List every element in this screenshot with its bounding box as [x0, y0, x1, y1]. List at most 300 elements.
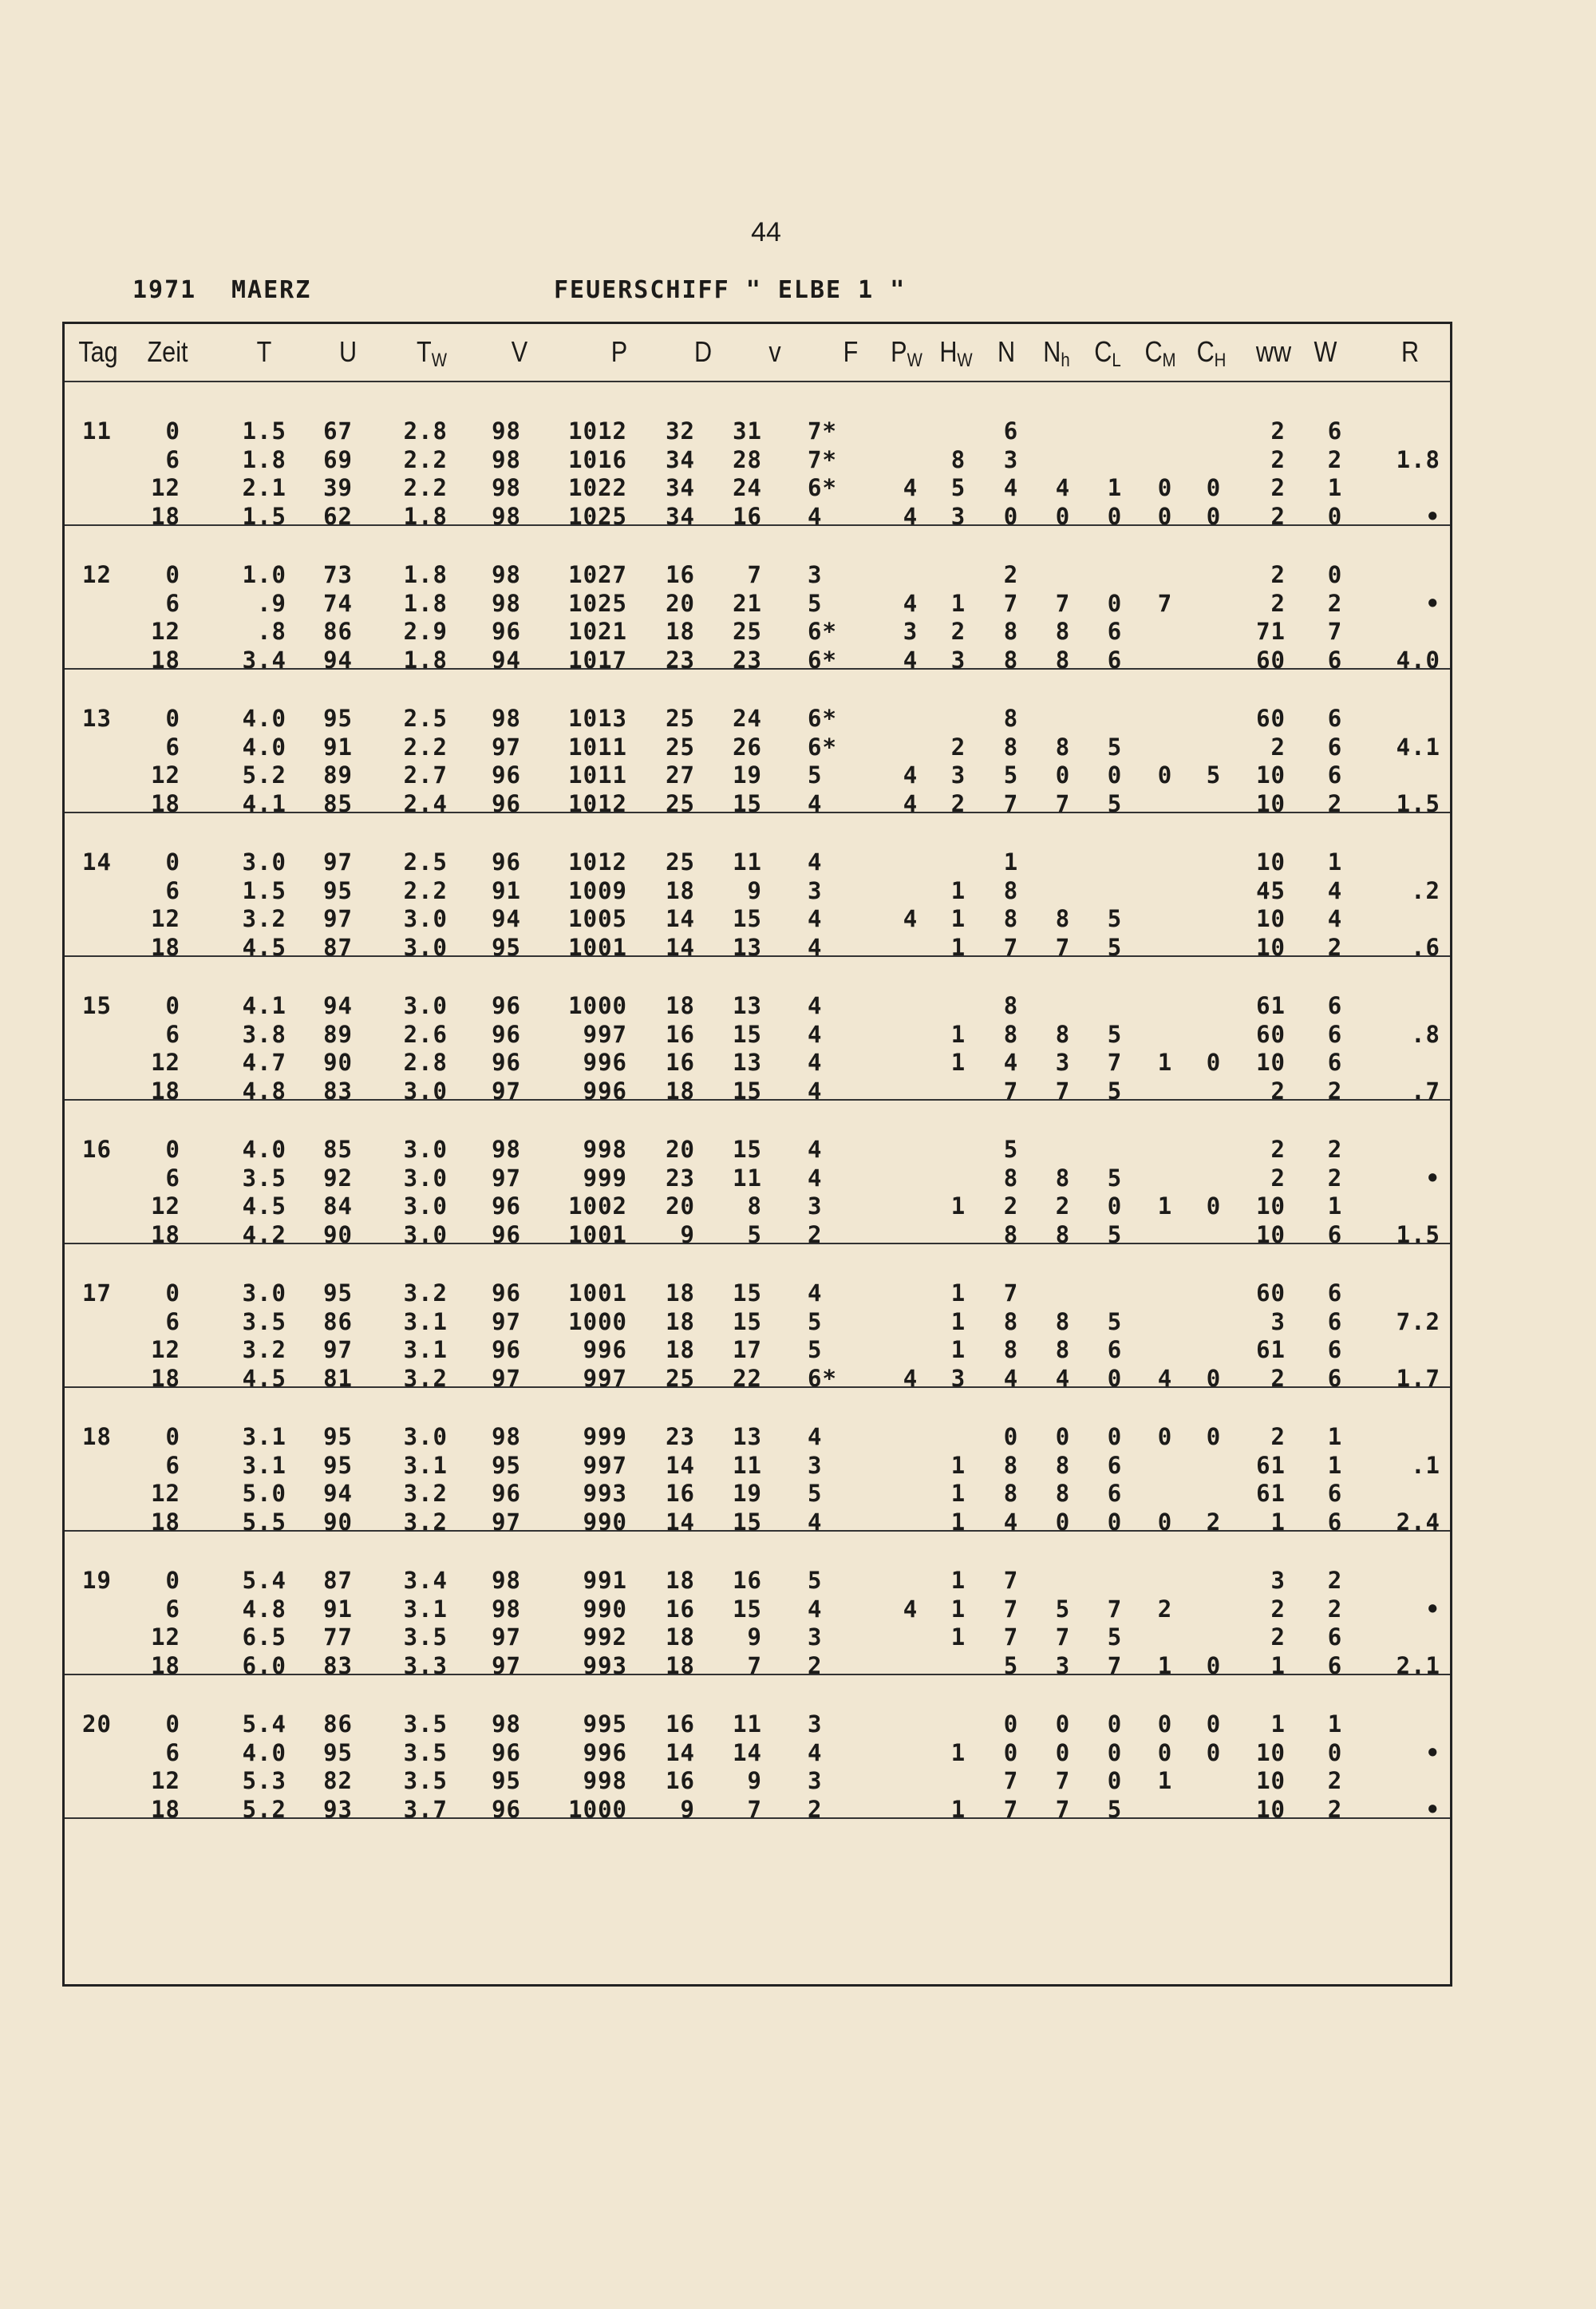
cell-visibility: 97 — [492, 1651, 521, 1679]
cell-swell-period: 4 — [903, 502, 918, 530]
cell-cloud-cover: 6 — [1003, 417, 1019, 445]
cell-cloud-cover: 2 — [1003, 1192, 1019, 1220]
table-row — [65, 1279, 1450, 1308]
cell-wind-force: 6* — [808, 733, 837, 761]
cell-wind-force: 6* — [808, 646, 837, 674]
cell-air-temp: 4.1 — [242, 789, 286, 817]
cell-wind-dir: 18 — [666, 876, 695, 904]
cell-air-temp: 4.0 — [242, 1136, 286, 1163]
cell-wind-speed: 13 — [733, 933, 762, 961]
cell-pressure: 999 — [583, 1423, 627, 1450]
cell-pressure: 993 — [583, 1651, 627, 1679]
cell-low-cloud-amount: 0 — [1055, 1738, 1071, 1766]
column-header-subscript: h — [1061, 350, 1070, 371]
cell-wind-dir: 25 — [666, 789, 695, 817]
cell-zeit: 18 — [151, 1364, 180, 1392]
cell-cloud-low: 5 — [1107, 1220, 1123, 1248]
cell-wind-dir: 9 — [680, 1795, 695, 1823]
cell-cloud-cover: 8 — [1003, 618, 1019, 645]
cell-cloud-cover: 5 — [1003, 761, 1019, 789]
cell-present-weather: 10 — [1256, 1192, 1286, 1220]
cell-cloud-low: 5 — [1107, 1164, 1123, 1192]
cell-low-cloud-amount: 3 — [1055, 1049, 1071, 1076]
cell-cloud-cover: 5 — [1003, 1651, 1019, 1679]
cell-swell-height: 1 — [950, 1623, 966, 1651]
cell-air-temp: 3.2 — [242, 905, 286, 932]
cell-water-temp: 3.5 — [403, 1738, 448, 1766]
cell-present-weather: 2 — [1270, 445, 1286, 473]
cell-cloud-low: 0 — [1107, 589, 1123, 617]
cell-air-temp: 4.8 — [242, 1595, 286, 1623]
cell-past-weather: 4 — [1327, 876, 1343, 904]
cell-pressure: 1017 — [568, 646, 627, 674]
cell-cloud-cover: 8 — [1003, 1307, 1019, 1335]
cell-swell-height: 1 — [950, 1192, 966, 1220]
cell-past-weather: 2 — [1327, 933, 1343, 961]
cell-low-cloud-amount: 0 — [1055, 761, 1071, 789]
cell-visibility: 96 — [492, 1220, 521, 1248]
cell-water-temp: 2.2 — [403, 474, 448, 501]
cell-wind-force: 3 — [808, 876, 823, 904]
cell-zeit: 0 — [165, 1710, 180, 1738]
cell-air-temp: 5.3 — [242, 1767, 286, 1794]
cell-air-temp: 3.5 — [242, 1307, 286, 1335]
day-number: 12 — [82, 561, 112, 588]
cell-air-temp: 3.1 — [242, 1423, 286, 1450]
cell-swell-height: 1 — [950, 876, 966, 904]
cell-wind-force: 4 — [808, 905, 823, 932]
cell-wind-dir: 18 — [666, 1307, 695, 1335]
cell-zeit: 12 — [151, 1623, 180, 1651]
cell-humidity: 83 — [323, 1651, 353, 1679]
column-header-p — [575, 335, 664, 369]
cell-precipitation: .6 — [1411, 933, 1440, 961]
cell-cloud-mid: 1 — [1157, 1651, 1173, 1679]
cell-humidity: 86 — [323, 1710, 353, 1738]
cell-low-cloud-amount: 8 — [1055, 1164, 1071, 1192]
cell-cloud-high: 0 — [1206, 1364, 1222, 1392]
column-header-v — [745, 335, 806, 369]
cell-cloud-cover: 7 — [1003, 1623, 1019, 1651]
cell-present-weather: 2 — [1270, 502, 1286, 530]
cell-precipitation: • — [1425, 1738, 1440, 1766]
cell-wind-dir: 14 — [666, 1738, 695, 1766]
cell-cloud-cover: 7 — [1003, 1767, 1019, 1794]
cell-cloud-cover: 7 — [1003, 1795, 1019, 1823]
cell-cloud-cover: 4 — [1003, 1049, 1019, 1076]
cell-cloud-high: 5 — [1206, 761, 1222, 789]
cell-cloud-high: 0 — [1206, 1710, 1222, 1738]
cell-visibility: 97 — [492, 733, 521, 761]
cell-humidity: 91 — [323, 733, 353, 761]
cell-wind-speed: 7 — [747, 561, 762, 588]
cell-low-cloud-amount: 7 — [1055, 1623, 1071, 1651]
cell-cloud-cover: 7 — [1003, 1595, 1019, 1623]
cell-zeit: 6 — [165, 1164, 180, 1192]
cell-precipitation: 1.8 — [1396, 445, 1440, 473]
cell-wind-speed: 24 — [733, 474, 762, 501]
column-header-subscript: W — [907, 350, 922, 371]
cell-visibility: 98 — [492, 1710, 521, 1738]
cell-pressure: 997 — [583, 1451, 627, 1479]
cell-pressure: 998 — [583, 1136, 627, 1163]
cell-swell-period: 3 — [903, 618, 918, 645]
day-block — [65, 381, 1450, 530]
cell-wind-dir: 20 — [666, 1192, 695, 1220]
cell-wind-speed: 15 — [733, 1307, 762, 1335]
cell-zeit: 12 — [151, 1767, 180, 1794]
table-row — [65, 474, 1450, 503]
day-number: 13 — [82, 705, 112, 732]
table-row — [65, 1336, 1450, 1365]
cell-precipitation: • — [1425, 1164, 1440, 1192]
cell-air-temp: 3.4 — [242, 646, 286, 674]
cell-cloud-low: 0 — [1107, 1192, 1123, 1220]
cell-cloud-cover: 0 — [1003, 1710, 1019, 1738]
table-row — [65, 1308, 1450, 1337]
cell-pressure: 1002 — [568, 1192, 627, 1220]
cell-water-temp: 3.0 — [403, 905, 448, 932]
day-block — [65, 812, 1450, 961]
cell-present-weather: 2 — [1270, 1595, 1286, 1623]
cell-present-weather: 2 — [1270, 1164, 1286, 1192]
cell-swell-height: 1 — [950, 933, 966, 961]
cell-wind-force: 4 — [808, 1738, 823, 1766]
cell-water-temp: 3.0 — [403, 1423, 448, 1450]
cell-precipitation: • — [1425, 502, 1440, 530]
cell-humidity: 97 — [323, 848, 353, 876]
cell-cloud-mid: 2 — [1157, 1595, 1173, 1623]
cell-visibility: 98 — [492, 1136, 521, 1163]
day-block — [65, 1243, 1450, 1392]
cell-cloud-cover: 8 — [1003, 1220, 1019, 1248]
cell-water-temp: 2.4 — [403, 789, 448, 817]
cell-pressure: 997 — [583, 1020, 627, 1048]
cell-present-weather: 10 — [1256, 1767, 1286, 1794]
cell-pressure: 997 — [583, 1364, 627, 1392]
cell-pressure: 1021 — [568, 618, 627, 645]
cell-humidity: 93 — [323, 1795, 353, 1823]
cell-air-temp: 4.2 — [242, 1220, 286, 1248]
cell-wind-dir: 9 — [680, 1220, 695, 1248]
cell-wind-speed: 28 — [733, 445, 762, 473]
table-row — [65, 1767, 1450, 1796]
cell-pressure: 996 — [583, 1336, 627, 1363]
cell-humidity: 95 — [323, 1423, 353, 1450]
cell-past-weather: 2 — [1327, 589, 1343, 617]
cell-past-weather: 1 — [1327, 848, 1343, 876]
column-header-label: T — [417, 335, 432, 368]
column-header-n — [986, 335, 1027, 369]
cell-low-cloud-amount: 8 — [1055, 1220, 1071, 1248]
cell-visibility: 96 — [492, 1279, 521, 1307]
cell-cloud-cover: 4 — [1003, 1364, 1019, 1392]
cell-wind-speed: 26 — [733, 733, 762, 761]
cell-precipitation: .7 — [1411, 1077, 1440, 1105]
cell-cloud-low: 0 — [1107, 1508, 1123, 1536]
cell-pressure: 993 — [583, 1480, 627, 1507]
cell-wind-force: 4 — [808, 1279, 823, 1307]
cell-wind-dir: 16 — [666, 1767, 695, 1794]
cell-swell-period: 4 — [903, 589, 918, 617]
cell-wind-force: 6* — [808, 618, 837, 645]
cell-zeit: 0 — [165, 1423, 180, 1450]
cell-wind-force: 7* — [808, 417, 837, 445]
cell-wind-force: 4 — [808, 1049, 823, 1076]
cell-past-weather: 6 — [1327, 1623, 1343, 1651]
cell-swell-period: 4 — [903, 905, 918, 932]
cell-pressure: 1001 — [568, 933, 627, 961]
cell-zeit: 0 — [165, 1279, 180, 1307]
cell-wind-force: 5 — [808, 1307, 823, 1335]
cell-visibility: 96 — [492, 1738, 521, 1766]
cell-zeit: 12 — [151, 618, 180, 645]
cell-swell-height: 8 — [950, 445, 966, 473]
cell-precipitation: 4.1 — [1396, 733, 1440, 761]
cell-cloud-mid: 0 — [1157, 1423, 1173, 1450]
cell-low-cloud-amount: 2 — [1055, 1192, 1071, 1220]
cell-pressure: 990 — [583, 1595, 627, 1623]
cell-wind-force: 3 — [808, 1710, 823, 1738]
cell-wind-force: 4 — [808, 789, 823, 817]
cell-air-temp: 3.5 — [242, 1164, 286, 1192]
cell-air-temp: 4.8 — [242, 1077, 286, 1105]
cell-cloud-cover: 3 — [1003, 445, 1019, 473]
cell-visibility: 96 — [492, 1049, 521, 1076]
cell-wind-force: 4 — [808, 1423, 823, 1450]
cell-past-weather: 2 — [1327, 789, 1343, 817]
cell-cloud-low: 6 — [1107, 646, 1123, 674]
cell-present-weather: 2 — [1270, 561, 1286, 588]
cell-wind-speed: 24 — [733, 705, 762, 732]
cell-visibility: 96 — [492, 1336, 521, 1363]
cell-pressure: 996 — [583, 1077, 627, 1105]
cell-swell-height: 1 — [950, 1508, 966, 1536]
cell-wind-force: 4 — [808, 1508, 823, 1536]
cell-zeit: 0 — [165, 992, 180, 1019]
cell-present-weather: 2 — [1270, 733, 1286, 761]
cell-visibility: 97 — [492, 1164, 521, 1192]
cell-past-weather: 2 — [1327, 1164, 1343, 1192]
table-row — [65, 1452, 1450, 1481]
cell-visibility: 94 — [492, 646, 521, 674]
cell-wind-force: 4 — [808, 1136, 823, 1163]
table-row — [65, 1796, 1450, 1825]
cell-humidity: 89 — [323, 1020, 353, 1048]
cell-cloud-low: 7 — [1107, 1651, 1123, 1679]
cell-zeit: 18 — [151, 1795, 180, 1823]
column-header-ww — [1243, 335, 1305, 369]
cell-water-temp: 3.5 — [403, 1710, 448, 1738]
column-header-label: D — [693, 335, 713, 368]
cell-water-temp: 2.8 — [403, 417, 448, 445]
cell-wind-speed: 25 — [733, 618, 762, 645]
cell-water-temp: 3.5 — [403, 1767, 448, 1794]
cell-cloud-cover: 8 — [1003, 1451, 1019, 1479]
cell-wind-speed: 15 — [733, 1279, 762, 1307]
cell-cloud-cover: 7 — [1003, 1077, 1019, 1105]
cell-humidity: 92 — [323, 1164, 353, 1192]
cell-swell-height: 3 — [950, 502, 966, 530]
cell-cloud-high: 0 — [1206, 1651, 1222, 1679]
cell-wind-force: 4 — [808, 1020, 823, 1048]
cell-present-weather: 10 — [1256, 1738, 1286, 1766]
cell-wind-dir: 34 — [666, 502, 695, 530]
cell-air-temp: 4.0 — [242, 733, 286, 761]
table-row — [65, 1595, 1450, 1624]
cell-past-weather: 6 — [1327, 1364, 1343, 1392]
cell-cloud-cover: 4 — [1003, 1508, 1019, 1536]
cell-present-weather: 10 — [1256, 848, 1286, 876]
cell-zeit: 6 — [165, 1595, 180, 1623]
cell-zeit: 6 — [165, 876, 180, 904]
page-number: 44 — [751, 217, 781, 247]
cell-low-cloud-amount: 7 — [1055, 1795, 1071, 1823]
cell-wind-force: 5 — [808, 1336, 823, 1363]
cell-water-temp: 3.2 — [403, 1279, 448, 1307]
cell-swell-height: 1 — [950, 589, 966, 617]
cell-air-temp: 1.8 — [242, 445, 286, 473]
cell-swell-height: 5 — [950, 474, 966, 501]
cell-wind-dir: 16 — [666, 1049, 695, 1076]
cell-cloud-high: 0 — [1206, 474, 1222, 501]
cell-air-temp: 2.1 — [242, 474, 286, 501]
cell-pressure: 1025 — [568, 502, 627, 530]
cell-precipitation: • — [1425, 1795, 1440, 1823]
cell-swell-height: 1 — [950, 1795, 966, 1823]
cell-visibility: 96 — [492, 1795, 521, 1823]
cell-precipitation: .1 — [1411, 1451, 1440, 1479]
cell-humidity: 84 — [323, 1192, 353, 1220]
cell-wind-dir: 18 — [666, 1336, 695, 1363]
cell-zeit: 0 — [165, 848, 180, 876]
cell-present-weather: 60 — [1256, 1279, 1286, 1307]
column-header-r — [1377, 335, 1444, 369]
cell-swell-height: 2 — [950, 789, 966, 817]
cell-humidity: 94 — [323, 646, 353, 674]
day-block — [65, 1099, 1450, 1248]
column-header-subscript: W — [431, 350, 447, 371]
cell-wind-speed: 14 — [733, 1738, 762, 1766]
cell-humidity: 94 — [323, 1480, 353, 1507]
cell-pressure: 1000 — [568, 1795, 627, 1823]
cell-zeit: 6 — [165, 733, 180, 761]
cell-zeit: 18 — [151, 1651, 180, 1679]
cell-low-cloud-amount: 8 — [1055, 905, 1071, 932]
cell-wind-dir: 25 — [666, 1364, 695, 1392]
cell-water-temp: 3.0 — [403, 1220, 448, 1248]
cell-air-temp: 5.5 — [242, 1508, 286, 1536]
table-row — [65, 1623, 1450, 1652]
cell-past-weather: 7 — [1327, 618, 1343, 645]
day-block — [65, 1530, 1450, 1679]
cell-wind-speed: 11 — [733, 848, 762, 876]
cell-pressure: 998 — [583, 1767, 627, 1794]
column-header-label: R — [1400, 335, 1420, 368]
cell-water-temp: 2.2 — [403, 876, 448, 904]
cell-cloud-cover: 1 — [1003, 848, 1019, 876]
cell-cloud-mid: 0 — [1157, 1738, 1173, 1766]
cell-past-weather: 6 — [1327, 417, 1343, 445]
cell-swell-period: 4 — [903, 646, 918, 674]
cell-pressure: 1011 — [568, 733, 627, 761]
cell-zeit: 12 — [151, 905, 180, 932]
cell-wind-dir: 16 — [666, 1710, 695, 1738]
table-row — [65, 705, 1450, 733]
column-header-label: C — [1094, 335, 1112, 368]
cell-humidity: 94 — [323, 992, 353, 1019]
cell-present-weather: 2 — [1270, 1364, 1286, 1392]
cell-humidity: 91 — [323, 1595, 353, 1623]
cell-cloud-cover: 8 — [1003, 876, 1019, 904]
cell-humidity: 67 — [323, 417, 353, 445]
cell-wind-force: 6* — [808, 705, 837, 732]
day-block — [65, 1674, 1450, 1823]
cell-present-weather: 10 — [1256, 905, 1286, 932]
column-header-ch — [1181, 335, 1242, 372]
cell-low-cloud-amount: 3 — [1055, 1651, 1071, 1679]
cell-air-temp: 5.2 — [242, 1795, 286, 1823]
cell-humidity: 86 — [323, 618, 353, 645]
cell-visibility: 96 — [492, 1480, 521, 1507]
cell-cloud-low: 5 — [1107, 1623, 1123, 1651]
cell-low-cloud-amount: 8 — [1055, 646, 1071, 674]
cell-wind-force: 4 — [808, 848, 823, 876]
cell-air-temp: 3.0 — [242, 848, 286, 876]
cell-wind-force: 4 — [808, 992, 823, 1019]
cell-precipitation: • — [1425, 1595, 1440, 1623]
cell-humidity: 95 — [323, 1738, 353, 1766]
table-row — [65, 446, 1450, 475]
table-row — [65, 1567, 1450, 1595]
cell-present-weather: 10 — [1256, 1049, 1286, 1076]
cell-visibility: 97 — [492, 1364, 521, 1392]
cell-visibility: 94 — [492, 905, 521, 932]
cell-zeit: 12 — [151, 474, 180, 501]
day-number: 19 — [82, 1567, 112, 1594]
cell-swell-height: 1 — [950, 1451, 966, 1479]
cell-humidity: 95 — [323, 876, 353, 904]
cell-humidity: 90 — [323, 1049, 353, 1076]
cell-wind-dir: 18 — [666, 1651, 695, 1679]
cell-pressure: 1000 — [568, 1307, 627, 1335]
column-header-subscript: L — [1112, 350, 1121, 371]
cell-pressure: 996 — [583, 1049, 627, 1076]
cell-visibility: 96 — [492, 1020, 521, 1048]
cell-wind-dir: 20 — [666, 1136, 695, 1163]
day-number: 14 — [82, 848, 112, 876]
report-month: MAERZ — [231, 276, 312, 304]
cell-visibility: 91 — [492, 876, 521, 904]
cell-low-cloud-amount: 5 — [1055, 1595, 1071, 1623]
cell-swell-period: 4 — [903, 789, 918, 817]
cell-wind-force: 3 — [808, 1623, 823, 1651]
table-row — [65, 618, 1450, 646]
cell-wind-speed: 15 — [733, 1595, 762, 1623]
report-title: FEUERSCHIFF " ELBE 1 " — [554, 276, 907, 304]
cell-zeit: 18 — [151, 646, 180, 674]
cell-cloud-low: 5 — [1107, 1795, 1123, 1823]
cell-zeit: 18 — [151, 933, 180, 961]
cell-visibility: 98 — [492, 474, 521, 501]
cell-wind-speed: 7 — [747, 1795, 762, 1823]
cell-swell-height: 2 — [950, 733, 966, 761]
cell-water-temp: 3.1 — [403, 1595, 448, 1623]
cell-cloud-low: 5 — [1107, 1307, 1123, 1335]
cell-wind-speed: 8 — [747, 1192, 762, 1220]
column-header-label: C — [1144, 335, 1163, 368]
cell-low-cloud-amount: 8 — [1055, 733, 1071, 761]
